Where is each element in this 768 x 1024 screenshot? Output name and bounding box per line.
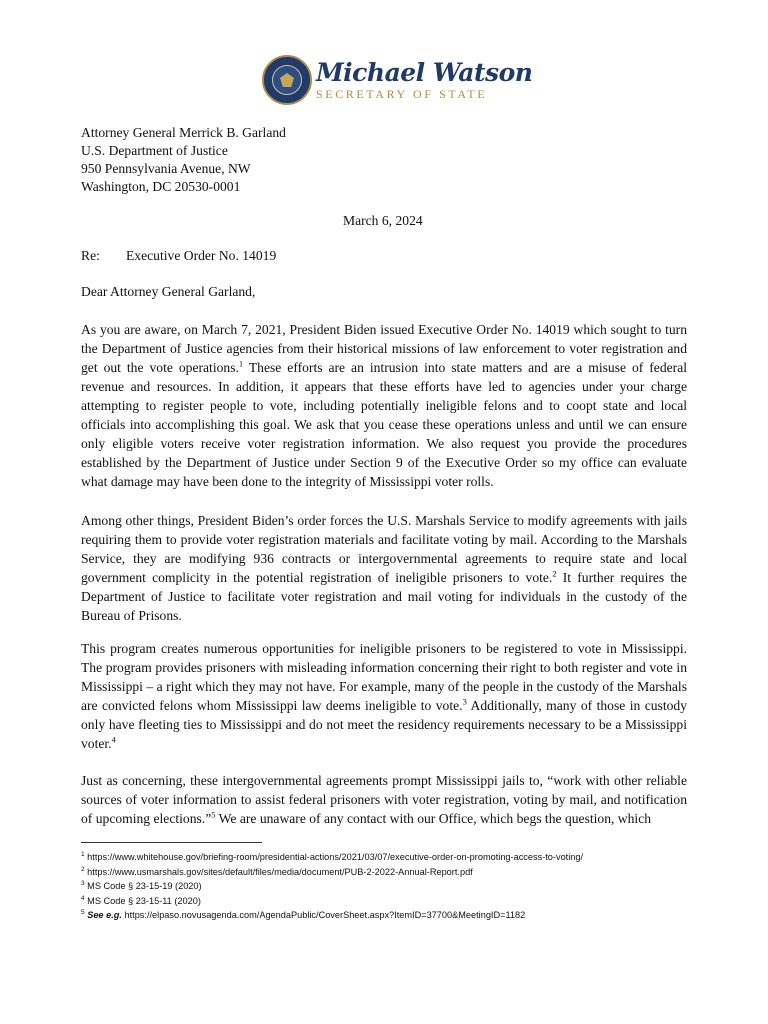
recipient-line: U.S. Department of Justice	[81, 143, 228, 158]
re-label: Re:	[81, 248, 100, 263]
footnote-item	[81, 894, 583, 909]
footnote-text: MS Code § 23-15-19 (2020)	[84, 881, 202, 891]
letterhead-subtitle: SECRETARY OF STATE	[316, 87, 488, 101]
body-paragraph	[81, 320, 687, 491]
footnote-ref: 3	[462, 696, 467, 707]
letterhead-brand	[316, 59, 532, 101]
footnote-number: 2	[81, 865, 85, 873]
footnote-item	[81, 850, 583, 865]
footnote-item	[81, 879, 583, 894]
footnote-see-eg: See e.g.	[87, 910, 122, 920]
salutation: Dear Attorney General Garland,	[81, 284, 256, 299]
footnote-link[interactable]: https://www.usmarshals.gov/sites/default/files/media/document/PUB-2-2022-Annual-Report.pdf	[84, 866, 473, 877]
letterhead	[262, 52, 532, 108]
body-paragraph	[81, 771, 687, 828]
footnote-item	[81, 865, 583, 880]
letter-date: March 6, 2024	[343, 213, 423, 228]
paragraph-text: This program creates numerous opportunities for ineligible prisoners to be registered to vote in Mississippi. The program provides prisoners with misleading information concerning their right to both register and vote in Mississippi – a right which they may not have. For example, many of the people in the custody of the Marshals are convicted felons whom Mississippi law deems ineligible to vote.	[81, 641, 687, 713]
footnote-ref: 2	[552, 568, 557, 579]
letterhead-name: Michael Watson	[316, 58, 533, 87]
footnote-link[interactable]: https://www.whitehouse.gov/briefing-room/presidential-actions/2021/03/07/executive-order-on-promoting-access-to-voting/	[84, 852, 584, 862]
re-subject: Executive Order No. 14019	[126, 248, 277, 263]
paragraph-text: These efforts are an intrusion into state matters and are a misuse of federal revenue and resources. In addition, it appears that these efforts have led to agencies under your charge attempting to register people to vote, including potentially ineligible felons and to coopt state and local officials into accomplishing this goal. We ask that you cease these operations unless and until we can ensure only eligible voters receive voter registration information. We also request you provide the procedures established by the Department of Justice under Section 9 of the Executive Order so my office can evaluate what damage may have been done to the integrity of Mississippi voter rolls.	[81, 360, 688, 489]
footnote-link[interactable]: https://elpaso.novusagenda.com/AgendaPublic/CoverSheet.aspx?ItemID=37700&MeetingID=1182	[121, 910, 526, 920]
recipient-line: 950 Pennsylvania Avenue, NW	[81, 161, 251, 176]
paragraph-text: Additionally, many of those in custody only have fleeting ties to Mississippi and do not meet the residency requirements necessary to be a Mississippi voter.	[81, 698, 687, 751]
footnote-number: 5	[81, 908, 85, 916]
recipient-line: Attorney General Merrick B. Garland	[81, 125, 286, 140]
paragraph-text: Among other things, President Biden’s order forces the U.S. Marshals Service to modify agreements with jails requiring them to provide voter registration materials and facilitate voting by mail. According to the Marshals Service, they are modifying 936 contracts or intergovernmental agreements to require state and local government complicity in the potential registration of ineligible prisoners to vote.	[81, 513, 687, 585]
paragraph-text: It further requires the Department of Justice to facilitate voter registration and mail voting for individuals in the custody of the Bureau of Prisons.	[81, 570, 687, 623]
footnote-item	[81, 908, 583, 923]
body-paragraph	[81, 511, 687, 625]
recipient-line: Washington, DC 20530-0001	[81, 179, 241, 194]
footnote-number: 3	[81, 879, 85, 887]
paragraph-text: We are unaware of any contact with our Office, which begs the question, which	[215, 811, 652, 826]
footnote-number: 1	[81, 850, 85, 858]
footnote-ref: 1	[238, 358, 244, 369]
footnote-ref: 5	[211, 809, 216, 820]
recipient-address	[81, 124, 286, 196]
footnotes	[81, 850, 583, 923]
paragraph-text: As you are aware, on March 7, 2021, President Biden issued Executive Order No. 14019 which sought to turn the Department of Justice agencies from their historical missions of law enforcement to voter registration and get out the vote operations.	[81, 322, 687, 375]
footnote-ref: 4	[111, 734, 116, 745]
footnote-number: 4	[81, 894, 85, 902]
paragraph-text: Just as concerning, these intergovernmental agreements prompt Mississippi jails to, “work with other reliable sources of voter information to assist federal prisoners with voter registration, voting by mail, and notification of upcoming elections.”	[81, 773, 687, 826]
footnote-text: MS Code § 23-15-11 (2020)	[84, 895, 201, 906]
body-paragraph	[81, 639, 687, 753]
re-line	[81, 248, 276, 264]
state-seal-icon	[262, 55, 312, 105]
footnote-divider	[81, 842, 262, 843]
